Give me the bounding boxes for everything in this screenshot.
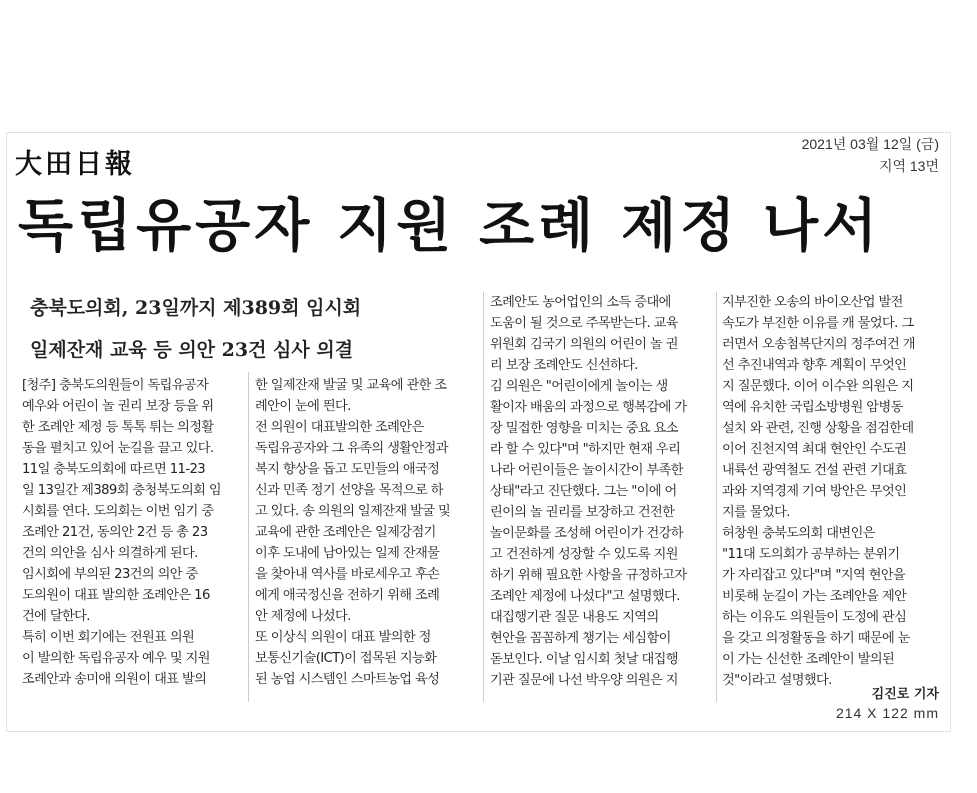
article-line: 러면서 오송첨복단지의 정주여건 개 [722,337,915,352]
article-line: 조례안 제정에 나섰다"고 설명했다. [490,589,680,604]
article-line: 하는 이유도 의원들이 도정에 관심 [722,610,907,625]
column-divider [248,372,249,702]
article-line: 신과 민족 정기 선양을 목적으로 하 [255,483,443,498]
article-line: 안 제정에 나섰다. [255,609,351,624]
article-line: 에게 애국정신을 전하기 위해 조례 [255,588,440,603]
article-line: 건의 의안을 심사 의결하게 된다. [22,546,198,561]
article-line: 허창원 충북도의회 대변인은 [722,526,875,541]
article-line: 한 일제잔재 발굴 및 교육에 관한 조 [255,378,447,393]
article-line: 도의원이 대표 발의한 조례안은 16 [22,588,210,603]
subheadline-2: 일제잔재 교육 등 의안 23건 심사 의결 [30,339,354,361]
article-column-4 [722,292,944,691]
article-line: 나라 어린이들은 놀이시간이 부족한 [490,463,683,478]
article-line: 리 보장 조례안도 신선하다. [490,358,638,373]
article-line: 조례안과 송미애 의원이 대표 발의 [22,672,207,687]
article-column-1 [22,375,244,690]
article-line: 교육에 관한 조례안은 일제강점기 [255,525,436,540]
article-line: 고 있다. 송 의원의 일제잔재 발굴 및 [255,504,451,519]
article-line: 이 발의한 독립유공자 예우 및 지원 [22,651,210,666]
publication-date: 2021년 03월 12일 (금) [801,136,939,152]
article-line: 이후 도내에 남아있는 일제 잔재물 [255,546,440,561]
article-line: 속도가 부진한 이유를 캐 물었다. 그 [722,316,914,331]
article-line: 가 자리잡고 있다"며 "지역 현안을 [722,568,906,583]
article-line: 장 밀접한 영향을 미치는 중요 요소 [490,421,678,436]
article-line: 임시회에 부의된 23건의 의안 중 [22,567,198,582]
article-line: 린이의 놀 권리를 보장하고 건전한 [490,505,675,520]
article-line: 것"이라고 설명했다. [722,673,832,688]
article-line: 또 이상식 의원이 대표 발의한 정 [255,630,431,645]
article-line: 독립유공자와 그 유족의 생활안정과 [255,441,448,456]
article-line: 지 질문했다. 이어 이수완 의원은 지 [722,379,914,394]
article-line: 라 할 수 있다"며 "하지만 현재 우리 [490,442,681,457]
article-line: 도움이 될 것으로 주목받는다. 교육 [490,316,678,331]
article-line: 역에 유치한 국립소방병원 암병동 [722,400,903,415]
article-line: 과와 지역경제 기여 방안은 무엇인 [722,484,907,499]
article-line: 비롯해 눈길이 가는 조례안을 제안 [722,589,907,604]
article-line: 복지 향상을 돕고 도민들의 애국정 [255,462,440,477]
article-line: 이 가는 신선한 조례안이 발의된 [722,652,895,667]
article-line: 선 추진내역과 향후 계획이 무엇인 [722,358,907,373]
article-line: 내륙선 광역철도 건설 관련 기대효 [722,463,907,478]
article-line: 하기 위해 필요한 사항을 규정하고자 [490,568,687,583]
newspaper-masthead: 大田日報 [15,149,135,180]
article-line: 김 의원은 "어린이에게 놀이는 생 [490,379,668,394]
subheadline-1: 충북도의회, 23일까지 제389회 임시회 [30,297,362,319]
article-line: "11대 도의회가 공부하는 분위기 [722,547,900,562]
article-line: 을 갖고 의정활동을 하기 때문에 눈 [722,631,910,646]
article-line: 동을 펼치고 있어 눈길을 끌고 있다. [22,441,214,456]
article-line: 기관 질문에 나선 박우양 의원은 지 [490,673,678,688]
column-divider [716,292,717,702]
article-line: 을 찾아내 역사를 바로세우고 후손 [255,567,440,582]
article-line: 놀이문화를 조성해 어린이가 건강하 [490,526,683,541]
article-line: 고 건전하게 성장할 수 있도록 지원 [490,547,678,562]
column-divider [483,292,484,702]
page-section: 지역 13면 [878,158,939,174]
article-column-3 [490,292,712,691]
article-line: 대집행기관 질문 내용도 지역의 [490,610,659,625]
article-line: 돋보인다. 이날 임시회 첫날 대집행 [490,652,678,667]
article-line: 일 13일간 제389회 충청북도의회 임 [22,483,221,498]
article-column-2 [255,375,477,690]
article-line: 특히 이번 회기에는 전원표 의원 [22,630,195,645]
clipping-size: 214 X 122 mm [835,705,939,721]
article-line: 한 조례안 제정 등 톡톡 튀는 의정활 [22,420,214,435]
article-line: 지를 물었다. [722,505,790,520]
article-line: 보통신기술(ICT)이 접목된 지능화 [255,651,437,666]
article-line: 된 농업 시스템인 스마트농업 육성 [255,672,440,687]
article-line: 례안이 눈에 띈다. [255,399,351,414]
article-line: 예우와 어린이 놀 권리 보장 등을 위 [22,399,214,414]
article-line: 지부진한 오송의 바이오산업 발전 [722,295,903,310]
article-line: 현안을 꼼꼼하게 챙기는 세심함이 [490,631,671,646]
article-line: 11일 충북도의회에 따르면 11-23 [22,462,206,477]
article-line: 건에 달한다. [22,609,90,624]
article-line: 조례안도 농어업인의 소득 증대에 [490,295,671,310]
article-line: 위원회 김국기 의원의 어린이 놀 권 [490,337,678,352]
byline: 김진로 기자 [871,687,939,702]
article-line: 시회를 연다. 도의회는 이번 임기 중 [22,504,214,519]
article-line: 상태"라고 진단했다. 그는 "이에 어 [490,484,677,499]
article-line: 설치 와 관련, 진행 상황을 점검한데 [722,421,914,436]
article-line: 조례안 21건, 동의안 2건 등 총 23 [22,525,208,540]
article-line: [청주] 충북도의원들이 독립유공자 [22,378,209,393]
article-line: 활이자 배움의 과정으로 행복감에 가 [490,400,687,415]
article-line: 이어 진천지역 최대 현안인 수도권 [722,442,907,457]
article-line: 전 의원이 대표발의한 조례안은 [255,420,424,435]
headline: 독립유공자 지원 조례 제정 나서 [18,193,882,259]
